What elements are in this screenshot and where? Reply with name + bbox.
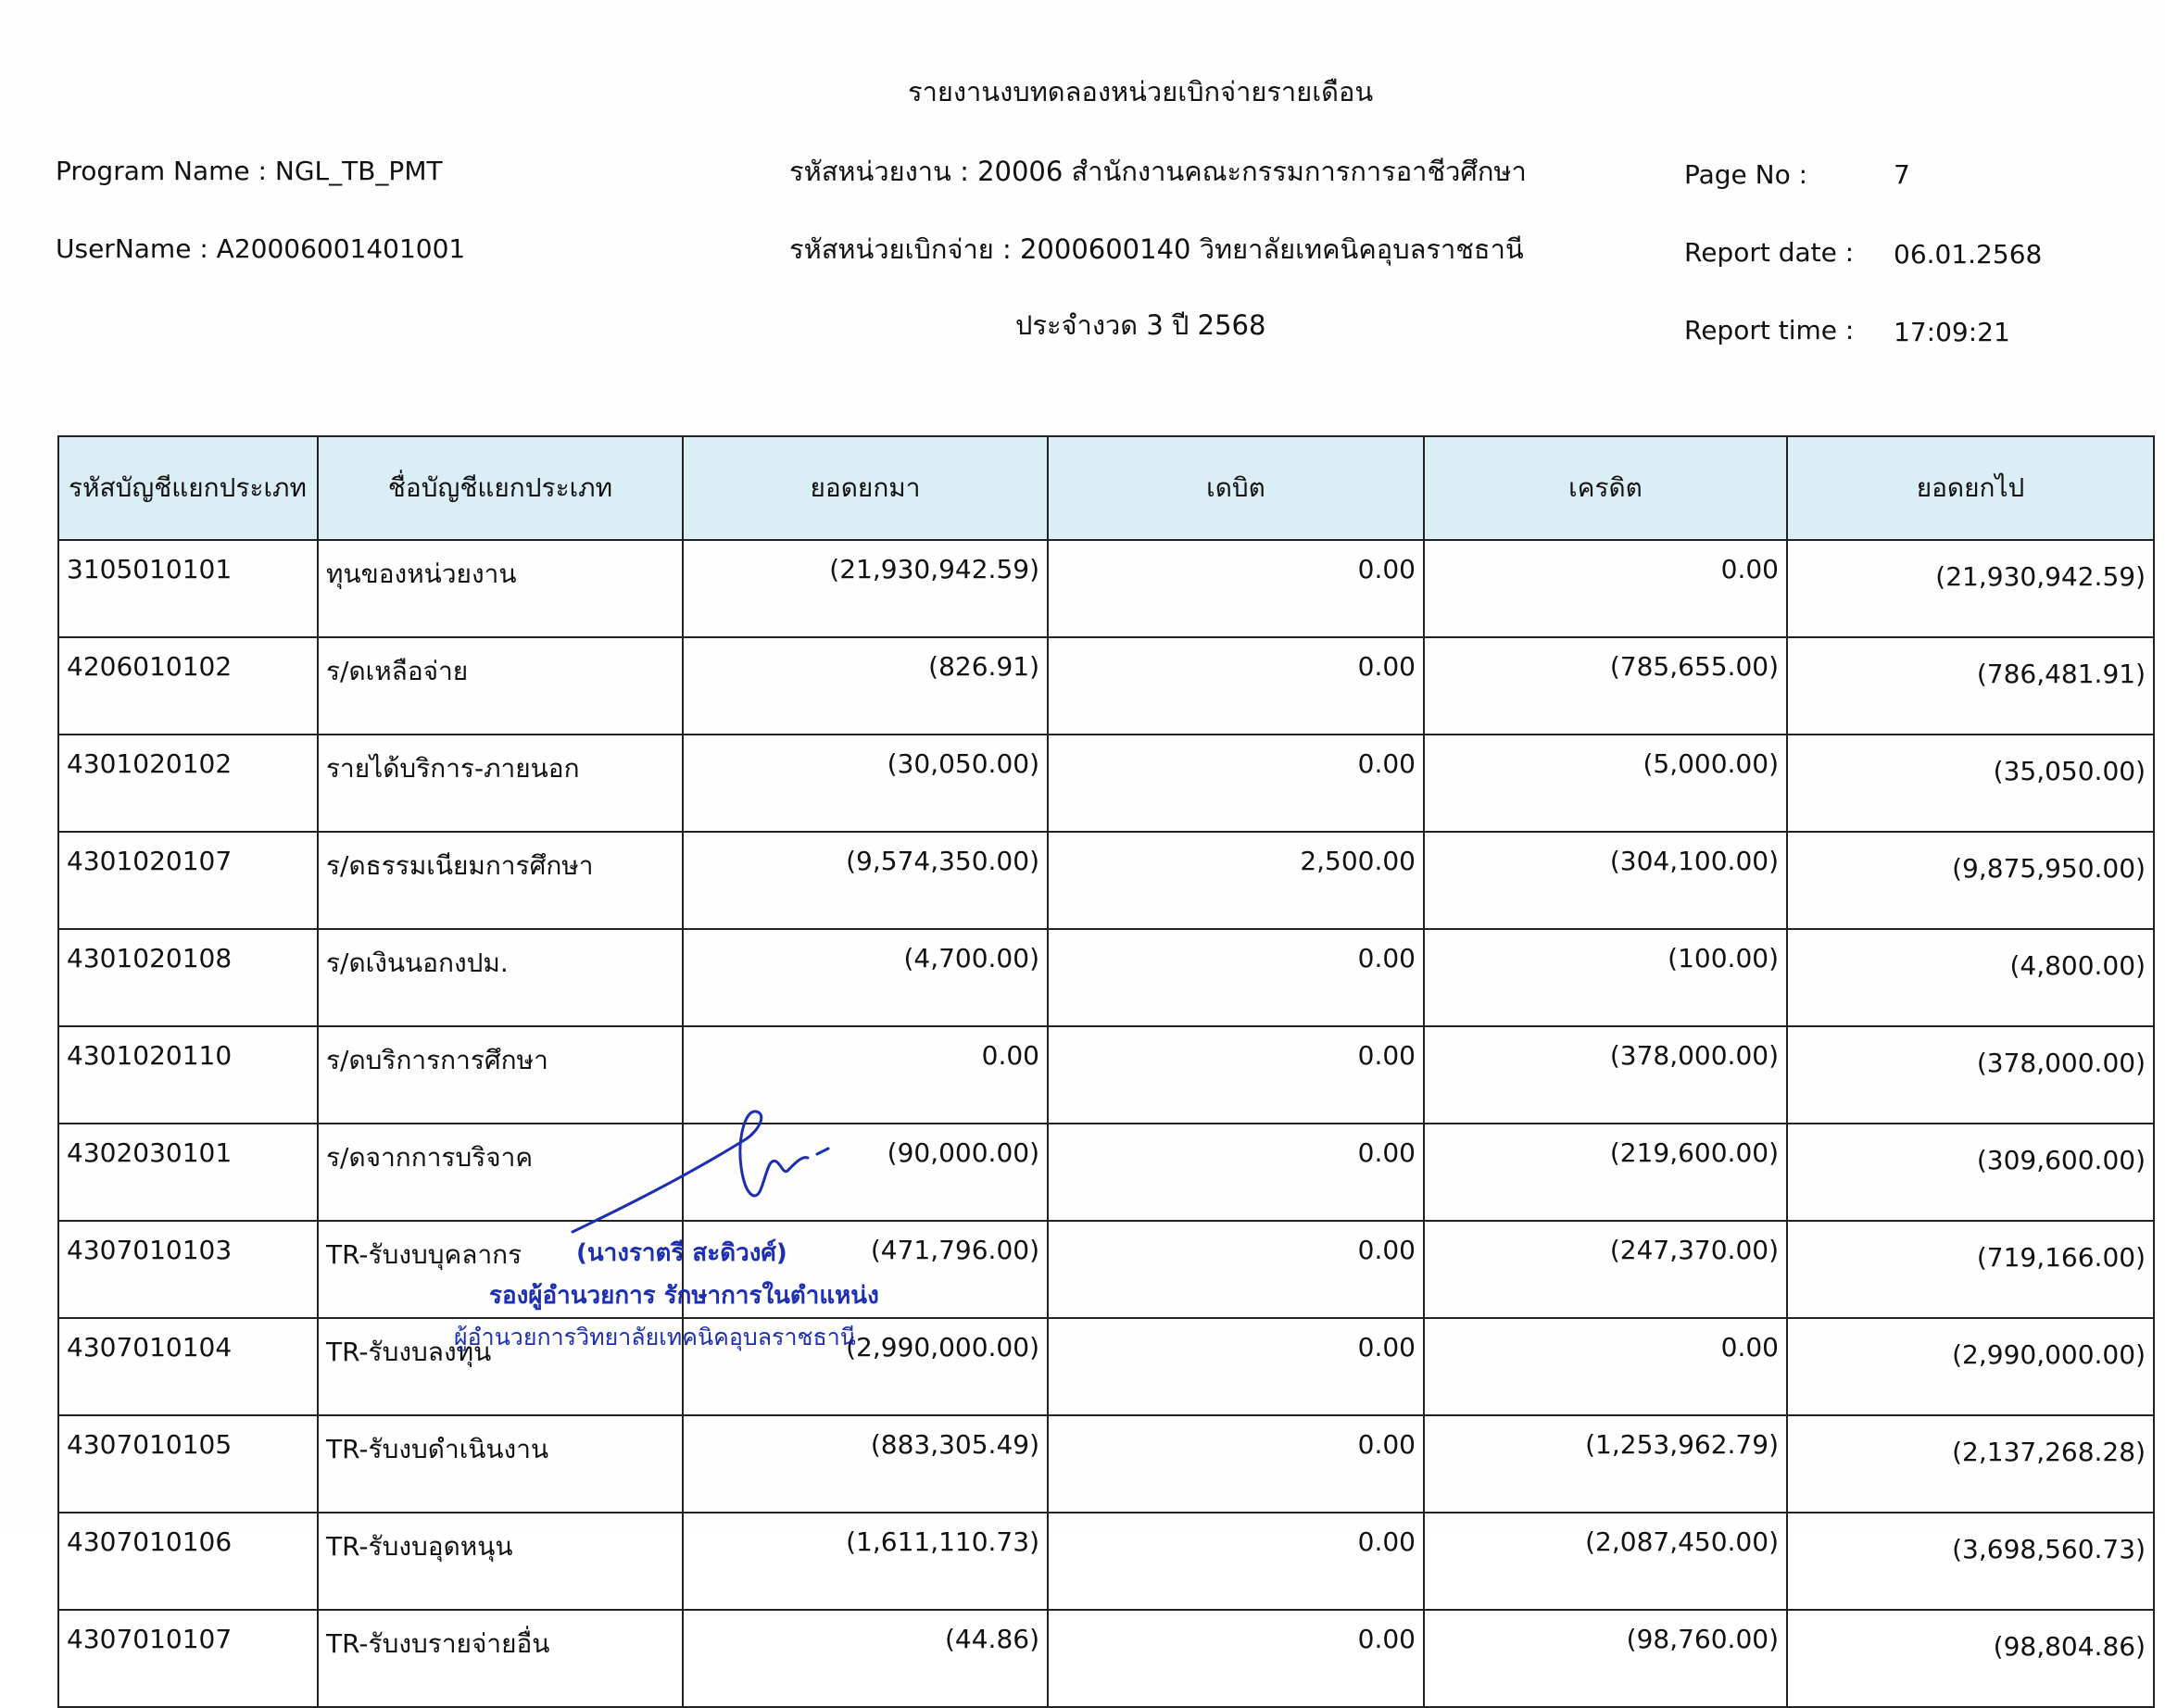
closing-balance: (21,930,942.59) bbox=[1787, 540, 2154, 637]
debit: 0.00 bbox=[1048, 929, 1424, 1026]
account-code: 4301020107 bbox=[58, 832, 318, 929]
credit: (219,600.00) bbox=[1424, 1124, 1787, 1221]
report-period: ประจำงวด 3 ปี 2568 bbox=[1015, 309, 1266, 341]
opening-balance: (826.91) bbox=[683, 637, 1048, 735]
closing-balance: (719,166.00) bbox=[1787, 1221, 2154, 1318]
account-name: ร/ดบริการการศึกษา bbox=[318, 1026, 683, 1124]
debit: 0.00 bbox=[1048, 735, 1424, 832]
credit: (1,253,962.79) bbox=[1424, 1415, 1787, 1513]
credit: (304,100.00) bbox=[1424, 832, 1787, 929]
account-name: ร/ดเงินนอกงปม. bbox=[318, 929, 683, 1026]
account-name: ร/ดจากการบริจาค bbox=[318, 1124, 683, 1221]
page-no-label: Page No : bbox=[1684, 159, 1808, 190]
closing-balance: (35,050.00) bbox=[1787, 735, 2154, 832]
account-code: 4301020108 bbox=[58, 929, 318, 1026]
table-row bbox=[58, 1610, 2154, 1707]
closing-balance: (378,000.00) bbox=[1787, 1026, 2154, 1124]
credit: (247,370.00) bbox=[1424, 1221, 1787, 1318]
trial-balance-table bbox=[57, 435, 2155, 1708]
report-date-value: 06.01.2568 bbox=[1894, 239, 2043, 270]
opening-balance: (90,000.00) bbox=[683, 1124, 1048, 1221]
opening-balance: (1,611,110.73) bbox=[683, 1513, 1048, 1610]
credit: (5,000.00) bbox=[1424, 735, 1787, 832]
opening-balance: (44.86) bbox=[683, 1610, 1048, 1707]
opening-balance: (21,930,942.59) bbox=[683, 540, 1048, 637]
signatory-position-2: ผู้อำนวยการวิทยาลัยเทคนิคอุบลราชธานี bbox=[454, 1324, 856, 1350]
account-name: TR-รับงบอุดหนุน bbox=[318, 1513, 683, 1610]
table-row bbox=[58, 735, 2154, 832]
account-name: ทุนของหน่วยงาน bbox=[318, 540, 683, 637]
account-code: 4302030101 bbox=[58, 1124, 318, 1221]
opening-balance: (2,990,000.00) bbox=[683, 1318, 1048, 1415]
debit: 0.00 bbox=[1048, 540, 1424, 637]
signatory-name: (นางราตรี สะดิวงศ์) bbox=[576, 1239, 787, 1267]
opening-balance: (883,305.49) bbox=[683, 1415, 1048, 1513]
table-row bbox=[58, 1415, 2154, 1513]
credit: 0.00 bbox=[1424, 540, 1787, 637]
debit: 0.00 bbox=[1048, 1026, 1424, 1124]
program-name: Program Name : NGL_TB_PMT bbox=[56, 156, 443, 186]
debit: 0.00 bbox=[1048, 1415, 1424, 1513]
debit: 0.00 bbox=[1048, 1318, 1424, 1415]
closing-balance: (786,481.91) bbox=[1787, 637, 2154, 735]
table-header-row bbox=[58, 436, 2154, 540]
table-row bbox=[58, 832, 2154, 929]
closing-balance: (9,875,950.00) bbox=[1787, 832, 2154, 929]
disbursing-unit-code: รหัสหน่วยเบิกจ่าย : 2000600140 วิทยาลัยเทคนิคอุบลราชธานี bbox=[789, 233, 1524, 265]
column-header-account-code: รหัสบัญชีแยกประเภท bbox=[58, 436, 318, 540]
column-header-credit: เครดิต bbox=[1424, 436, 1787, 540]
report-time-value: 17:09:21 bbox=[1894, 317, 2010, 347]
report-time-label: Report time : bbox=[1684, 315, 1855, 345]
credit: (2,087,450.00) bbox=[1424, 1513, 1787, 1610]
closing-balance: (309,600.00) bbox=[1787, 1124, 2154, 1221]
closing-balance: (4,800.00) bbox=[1787, 929, 2154, 1026]
debit: 0.00 bbox=[1048, 1124, 1424, 1221]
table-row bbox=[58, 637, 2154, 735]
account-code: 4301020102 bbox=[58, 735, 318, 832]
report-date-label: Report date : bbox=[1684, 237, 1855, 268]
credit: 0.00 bbox=[1424, 1318, 1787, 1415]
debit: 0.00 bbox=[1048, 1221, 1424, 1318]
account-name: รายได้บริการ-ภายนอก bbox=[318, 735, 683, 832]
table-row bbox=[58, 1318, 2154, 1415]
agency-code: รหัสหน่วยงาน : 20006 สำนักงานคณะกรรมการการอาชีวศึกษา bbox=[789, 156, 1527, 187]
closing-balance: (98,804.86) bbox=[1787, 1610, 2154, 1707]
account-code: 4307010104 bbox=[58, 1318, 318, 1415]
column-header-account-name: ชื่อบัญชีแยกประเภท bbox=[318, 436, 683, 540]
account-code: 4301020110 bbox=[58, 1026, 318, 1124]
opening-balance: (9,574,350.00) bbox=[683, 832, 1048, 929]
column-header-closing-balance: ยอดยกไป bbox=[1787, 436, 2154, 540]
debit: 0.00 bbox=[1048, 1610, 1424, 1707]
page-no-value: 7 bbox=[1894, 159, 1910, 190]
account-name: TR-รับงบรายจ่ายอื่น bbox=[318, 1610, 683, 1707]
debit: 2,500.00 bbox=[1048, 832, 1424, 929]
table-row bbox=[58, 1124, 2154, 1221]
account-name: TR-รับงบบุคลากร bbox=[318, 1221, 683, 1318]
debit: 0.00 bbox=[1048, 637, 1424, 735]
credit: (98,760.00) bbox=[1424, 1610, 1787, 1707]
account-name: TR-รับงบดำเนินงาน bbox=[318, 1415, 683, 1513]
debit: 0.00 bbox=[1048, 1513, 1424, 1610]
account-code: 4307010105 bbox=[58, 1415, 318, 1513]
account-code: 4307010103 bbox=[58, 1221, 318, 1318]
opening-balance: 0.00 bbox=[683, 1026, 1048, 1124]
table-row bbox=[58, 1026, 2154, 1124]
credit: (785,655.00) bbox=[1424, 637, 1787, 735]
column-header-opening-balance: ยอดยกมา bbox=[683, 436, 1048, 540]
account-name: ร/ดเหลือจ่าย bbox=[318, 637, 683, 735]
account-code: 4307010106 bbox=[58, 1513, 318, 1610]
account-name: TR-รับงบลงทุน bbox=[318, 1318, 683, 1415]
closing-balance: (2,990,000.00) bbox=[1787, 1318, 2154, 1415]
opening-balance: (4,700.00) bbox=[683, 929, 1048, 1026]
opening-balance: (471,796.00) bbox=[683, 1221, 1048, 1318]
account-code: 4206010102 bbox=[58, 637, 318, 735]
credit: (378,000.00) bbox=[1424, 1026, 1787, 1124]
signatory-position: รองผู้อำนวยการ รักษาการในตำแหน่ง bbox=[489, 1282, 879, 1310]
column-header-debit: เดบิต bbox=[1048, 436, 1424, 540]
user-name: UserName : A20006001401001 bbox=[56, 233, 466, 264]
closing-balance: (3,698,560.73) bbox=[1787, 1513, 2154, 1610]
account-name: ร/ดธรรมเนียมการศึกษา bbox=[318, 832, 683, 929]
account-code: 4307010107 bbox=[58, 1610, 318, 1707]
account-code: 3105010101 bbox=[58, 540, 318, 637]
closing-balance: (2,137,268.28) bbox=[1787, 1415, 2154, 1513]
report-title: รายงานงบทดลองหน่วยเบิกจ่ายรายเดือน bbox=[908, 76, 1374, 107]
opening-balance: (30,050.00) bbox=[683, 735, 1048, 832]
table-row bbox=[58, 540, 2154, 637]
credit: (100.00) bbox=[1424, 929, 1787, 1026]
table-row bbox=[58, 929, 2154, 1026]
table-row bbox=[58, 1513, 2154, 1610]
table-row bbox=[58, 1221, 2154, 1318]
